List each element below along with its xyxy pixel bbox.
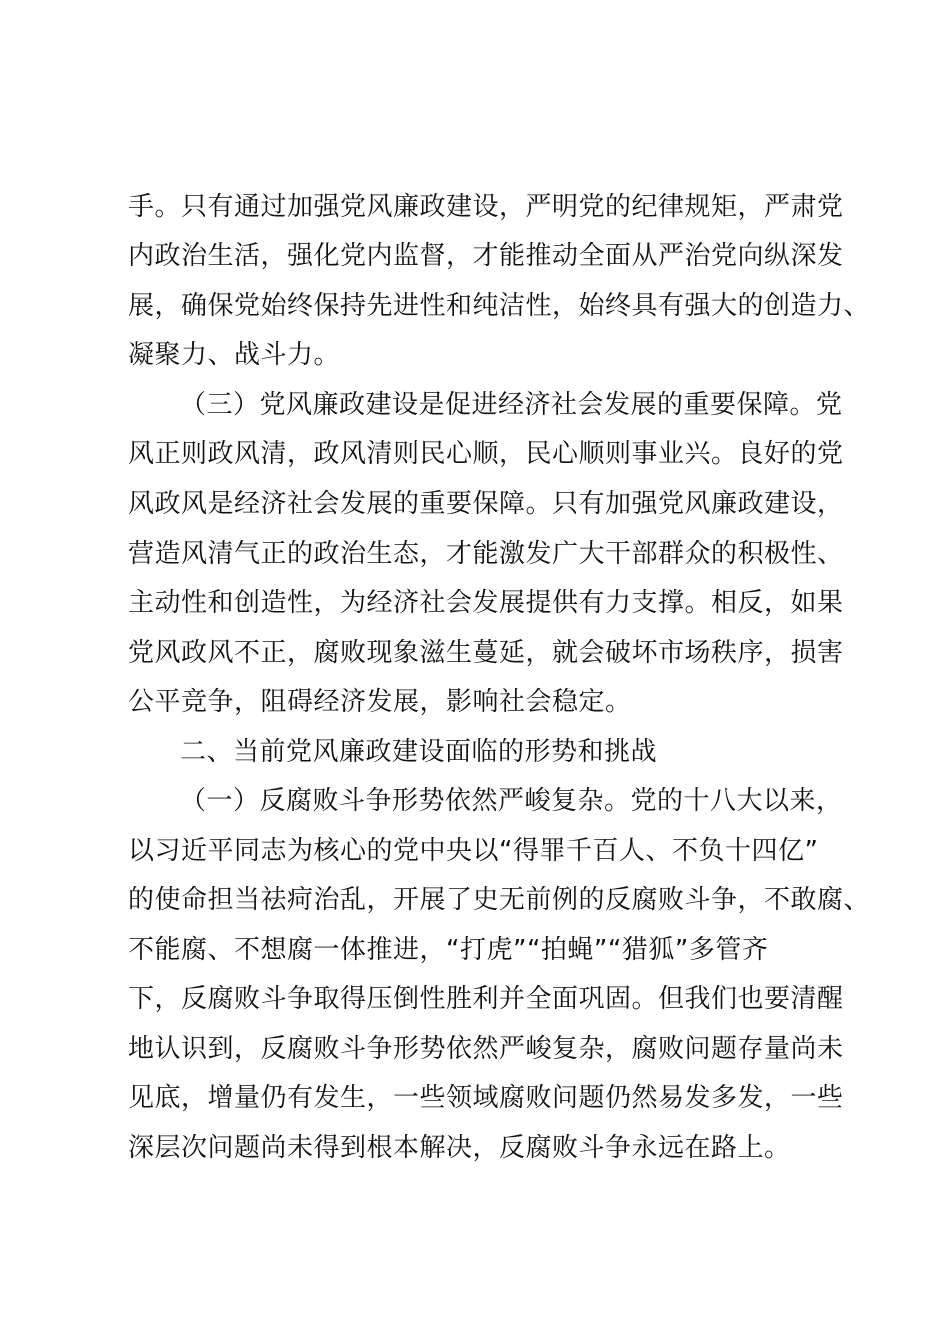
text-line: 深层次问题尚未得到根本解决，反腐败斗争永远在路上。 [128,1133,791,1163]
text-line: 地认识到，反腐败斗争形势依然严峻复杂，腐败问题存量尚未 [128,1034,844,1064]
text-line: 主动性和创造性，为经济社会发展提供有力支撑。相反，如果 [128,588,844,618]
text-line: 风正则政风清，政风清则民心顺，民心顺则事业兴。良好的党 [128,439,844,469]
text-line: 展，确保党始终保持先进性和纯洁性，始终具有强大的创造力、 [128,291,871,321]
text-line: 下，反腐败斗争取得压倒性胜利并全面巩固。但我们也要清醒 [128,984,844,1014]
text-line: 公平竞争，阻碍经济发展，影响社会稳定。 [128,687,632,717]
text-line: 营造风清气正的政治生态，才能激发广大干部群众的积极性、 [128,539,844,569]
text-line: 内政治生活，强化党内监督，才能推动全面从严治党向纵深发 [128,241,844,271]
paragraph-heading-line: （一）反腐败斗争形势依然严峻复杂。党的十八大以来， [180,786,843,816]
section-heading: 二、当前党风廉政建设面临的形势和挑战 [180,737,658,767]
text-line: 的使命担当祛疴治乱，开展了史无前例的反腐败斗争，不敢腐、 [128,885,871,915]
text-line: 手。只有通过加强党风廉政建设，严明党的纪律规矩，严肃党 [128,192,844,222]
paragraph-heading-line: （三）党风廉政建设是促进经济社会发展的重要保障。党 [180,390,843,420]
text-line: 不能腐、不想腐一体推进，“打虎”“拍蝇”“猎狐”多管齐 [128,935,769,965]
text-line: 党风政风不正，腐败现象滋生蔓延，就会破坏市场秩序，损害 [128,638,844,668]
text-line: 见底，增量仍有发生，一些领域腐败问题仍然易发多发，一些 [128,1083,844,1113]
text-line: 风政风是经济社会发展的重要保障。只有加强党风廉政建设， [128,489,844,519]
text-line: 凝聚力、战斗力。 [128,340,341,370]
text-line: 以习近平同志为核心的党中央以“得罪千百人、不负十四亿” [128,836,819,866]
